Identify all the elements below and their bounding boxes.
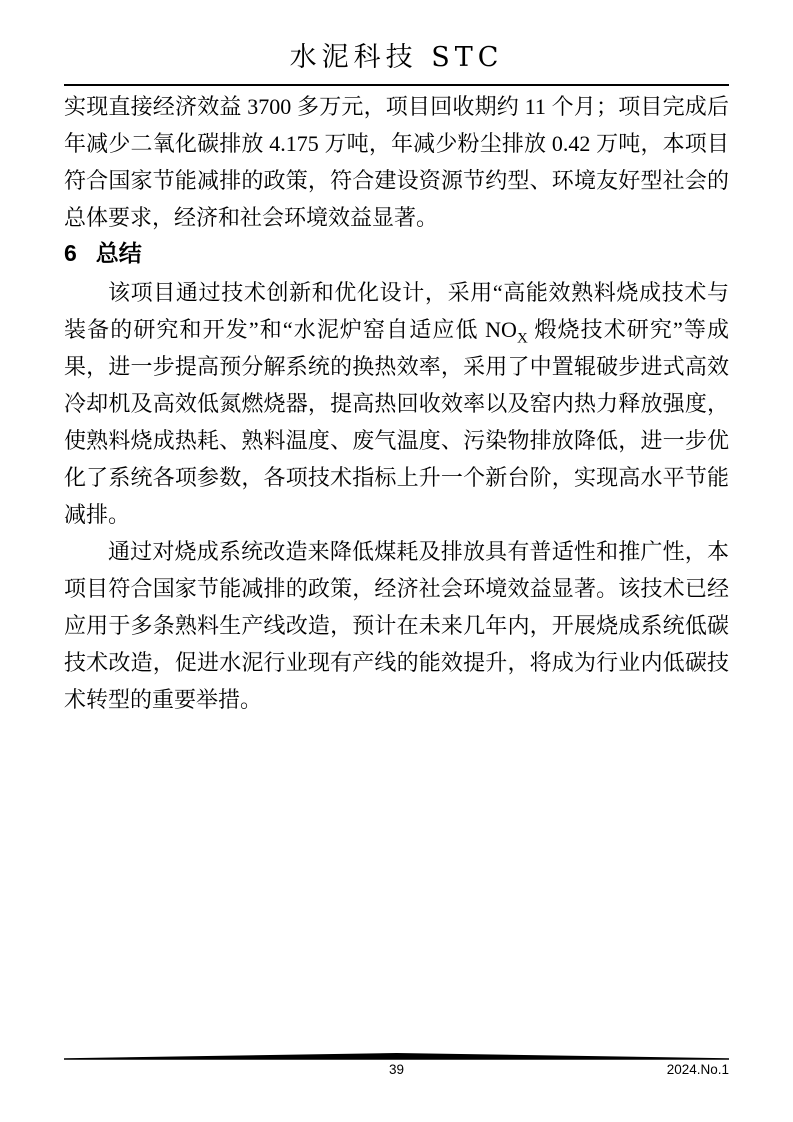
page-number: 39 bbox=[388, 1062, 405, 1077]
journal-header bbox=[64, 42, 729, 74]
section-number: 6 bbox=[64, 240, 77, 266]
paragraph-summary-1-text-a: 该项目通过技术创新和优化设计，采用“高能效熟料烧成技术与装备的研究和开发”和“水泥炉窑自适应低 NO bbox=[64, 280, 729, 342]
footer-tapered-rule-graphic bbox=[64, 1053, 729, 1061]
journal-title: 水泥科技 STC bbox=[289, 42, 504, 73]
issue-number: 2024.No.1 bbox=[666, 1062, 729, 1077]
paragraph-conclusion-benefits: 实现直接经济效益 3700 多万元，项目回收期约 11 个月；项目完成后年减少二氧化碳排放 4.175 万吨，年减少粉尘排放 0.42 万吨，本项目符合国家节能减排的政策，符合建设资源节约型、环境友好型社会的总体要求，经济和社会环境效益显著。 bbox=[64, 94, 729, 230]
paragraph-summary-2: 通过对烧成系统改造来降低煤耗及排放具有普适性和推广性，本项目符合国家节能减排的政策，经济社会环境效益显著。该技术已经应用于多条熟料生产线改造，预计在未来几年内，开展烧成系统低碳技术改造，促进水泥行业现有产线的能效提升，将成为行业内低碳技术转型的重要举措。 bbox=[64, 539, 729, 712]
section-heading bbox=[64, 240, 729, 266]
nox-subscript: X bbox=[516, 330, 528, 347]
paragraph-summary-1 bbox=[64, 274, 729, 533]
section-title: 总结 bbox=[95, 240, 142, 266]
paragraph-summary-1-text-b: 煅烧技术研究”等成果，进一步提高预分解系统的换热效率，采用了中置辊破步进式高效冷却机及高效低氮燃烧器，提高热回收效率以及窑内热力释放强度，使熟料烧成热耗、熟料温度、废气温度、污染物排放降低，进一步优化了系统各项参数，各项技术指标上升一个新台阶，实现高水平节能减排。 bbox=[64, 317, 729, 527]
header-rule bbox=[64, 84, 729, 86]
page-body bbox=[64, 88, 729, 718]
footer-rule bbox=[64, 1053, 729, 1061]
page-footer bbox=[64, 1061, 729, 1081]
